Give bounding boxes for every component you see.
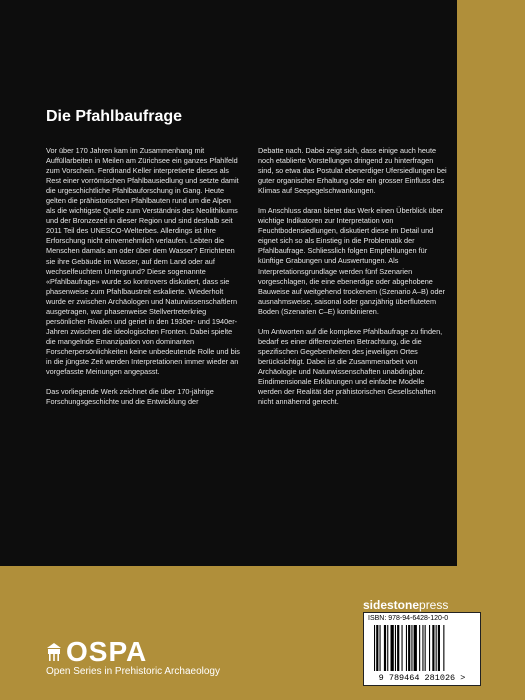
isbn-label: ISBN: 978-94-6428-120-0 — [368, 615, 449, 622]
barcode-bar — [425, 625, 426, 671]
barcode-bar — [429, 625, 430, 671]
barcode-bars — [374, 625, 470, 671]
barcode-bar — [414, 625, 417, 671]
publisher-logo — [363, 598, 448, 612]
publisher-name-bold: sidestone — [363, 598, 420, 612]
barcode-bar — [376, 625, 378, 671]
barcode — [363, 612, 481, 686]
barcode-bar — [387, 625, 388, 671]
barcode-bar — [408, 625, 410, 671]
barcode-bar — [374, 625, 375, 671]
barcode-bar — [432, 625, 434, 671]
paragraph: Im Anschluss daran bietet das Werk einen Überblick über wichtige Indikatoren zur Interpretation von Feuchtbodensiedlungen, diskutiert diese im Detail und eignet sich so als Einstieg in die Problematik der Pfahlbaufrage. Schliesslich folgen Empfehlungen für künftige Grabungen und Auswertungen. Als Interpretationsgrundlage werden fünf Szenarien vorgeschlagen, die eine ebenerdige oder abgehobene Bauweise auf weitgehend trockenem (Szenario A–B) oder ausnahmsweise, saisonal oder ganzjährig überflutetem Boden (Szenarien C–E) kombinieren. — [258, 206, 445, 316]
left-text-column — [46, 146, 240, 417]
barcode-bar — [443, 625, 444, 671]
barcode-bar — [402, 625, 403, 671]
paragraph: Um Antworten auf die komplexe Pfahlbaufrage zu finden, bedarf es einer differenzierten Betrachtung, die die spezifischen Gegebenheiten des jeweiligen Ortes berücksichtigt. Dabei ist die Zusammenarbeit von Archäologie und Naturwissenschaften unabdingbar. Eindimensionale Erklärungen und einfache Modelle werden der Realität der prähistorischen Gesellschaften nicht annähernd gerecht. — [258, 326, 443, 407]
barcode-bar — [419, 625, 420, 671]
series-name: Open Series in Prehistoric Archaeology — [46, 666, 220, 677]
pile-dwelling-icon — [46, 642, 62, 662]
barcode-bar — [391, 625, 394, 671]
paragraph: Vor über 170 Jahren kam im Zusammenhang mit Auffüllarbeiten in Meilen am Zürichsee ein ganzes Pfahlfeld zum Vorschein. Ferdinand Keller interpretierte dieses als Rest einer vorrömischen Pfahlbausiedlung und setzte damit die urgeschichtliche Pfahlbauforschung in Gang. Heute gelten die prähistorischen Pfahlbauten rund um die Alpen als die wichtigste Quelle zum Verständnis des Neolithikums und der Bronzezeit in dieser Region und sind deshalb seit 2011 Teil des UNESCO-Welterbes. Allerdings ist ihre Erforschung nicht einvernehmlich verlaufen. Lebten die Menschen damals am oder über dem Wasser? Errichteten sie ihre Gebäude im Wasser, auf dem Land oder auf wechselfeuchtem Untergrund? Diese sogenannte «Pfahlbaufrage» wurde so kontrovers diskutiert, dass sie phasenweise zum Pfahlbaustreit eskalierte. Wiederholt wurde er zwischen Archäologen und Naturwissenschaftlern ausgetragen, war phasenweise Stellvertreterkrieg persönlicher Rivalen und geriet in den 1930er- und 1940er-Jahren zwischen die ideologischen Fronten. Dabei spielte die mangelnde Emanzipation von dominanten Forscherpersönlichkeiten keine unbedeutende Rolle und bis in die jüngste Zeit werden Interpretationen immer wieder an vorgefasste Meinungen angepasst. — [46, 146, 240, 377]
barcode-bar — [397, 625, 399, 671]
barcode-bar — [422, 625, 423, 671]
paragraph: Debatte nach. Dabei zeigt sich, dass einige auch heute noch etablierte Vorstellungen dringend zu hinterfragen sind, so etwa das Postulat ebenerdiger Ufersiedlungen bei guter organischer Erhaltung oder ein grosser Einfluss des Klimas auf Seepegelschwankungen. — [258, 146, 447, 196]
barcode-bar — [406, 625, 407, 671]
barcode-bar — [411, 625, 412, 671]
barcode-bar — [384, 625, 386, 671]
page-title: Die Pfahlbaufrage — [46, 108, 183, 125]
publisher-name-regular: press — [419, 598, 449, 612]
barcode-bar — [438, 625, 440, 671]
right-text-column — [258, 146, 450, 417]
ean-number: 9 789464 281026 > — [378, 673, 466, 683]
barcode-bar — [395, 625, 396, 671]
paragraph: Das vorliegende Werk zeichnet die über 170-jährige Forschungsgeschichte und die Entwicklung der — [46, 387, 214, 407]
barcode-bar — [436, 625, 437, 671]
ospa-logo — [46, 638, 147, 666]
barcode-bar — [380, 625, 381, 671]
logo-name: OSPA — [66, 636, 148, 667]
